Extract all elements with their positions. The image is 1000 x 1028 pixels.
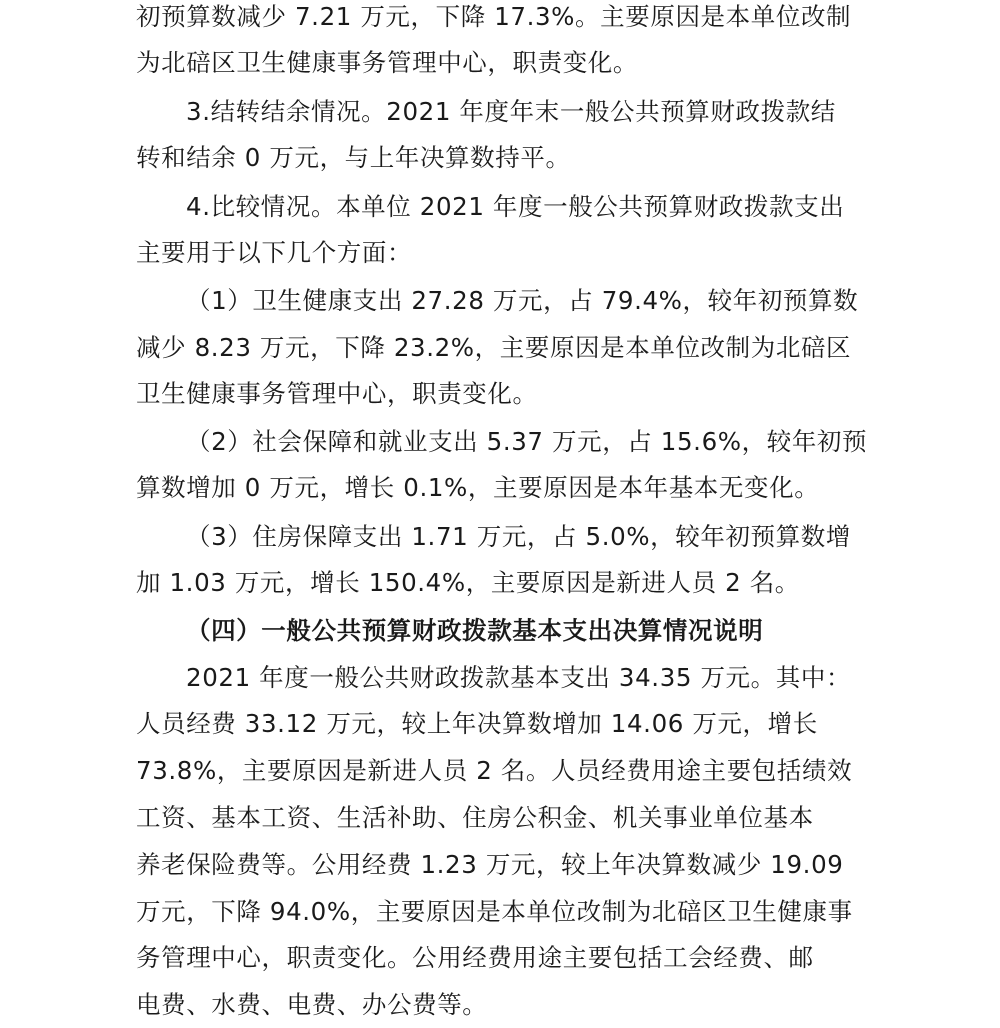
text-line-21: 务管理中心，职责变化。公用经费用途主要包括工会经费、邮 bbox=[136, 943, 814, 972]
paragraph-carryover-balance: 3.结转结余情况。2021 年度年末一般公共预算财政拨款结 bbox=[186, 97, 836, 126]
paragraph-basic-expenditure: 2021 年度一般公共财政拨款基本支出 34.35 万元。其中： bbox=[186, 663, 852, 692]
text-line-18: 工资、基本工资、生活补助、住房公积金、机关事业单位基本 bbox=[136, 803, 814, 832]
item-health-expenditure: （1）卫生健康支出 27.28 万元，占 79.4%，较年初预算数 bbox=[186, 286, 859, 315]
text-line-13: 加 1.03 万元，增长 150.4%，主要原因是新进人员 2 名。 bbox=[136, 568, 800, 597]
item-social-security-expenditure: （2）社会保障和就业支出 5.37 万元，占 15.6%，较年初预 bbox=[186, 427, 868, 456]
text-line-17: 73.8%，主要原因是新进人员 2 名。人员经费用途主要包括绩效 bbox=[136, 756, 853, 785]
text-line-8: 减少 8.23 万元，下降 23.2%，主要原因是本单位改制为北碚区 bbox=[136, 333, 852, 362]
text-line-9: 卫生健康事务管理中心，职责变化。 bbox=[136, 379, 538, 408]
text-line-22: 电费、水费、电费、办公费等。 bbox=[136, 990, 488, 1019]
text-line-6: 主要用于以下几个方面： bbox=[136, 238, 413, 267]
text-line-2: 为北碚区卫生健康事务管理中心，职责变化。 bbox=[136, 48, 638, 77]
paragraph-comparison: 4.比较情况。本单位 2021 年度一般公共预算财政拨款支出 bbox=[186, 192, 845, 221]
text-line-16: 人员经费 33.12 万元，较上年决算数增加 14.06 万元，增长 bbox=[136, 709, 818, 738]
text-line-4: 转和结余 0 万元，与上年决算数持平。 bbox=[136, 143, 571, 172]
text-line-1: 初预算数减少 7.21 万元，下降 17.3%。主要原因是本单位改制 bbox=[136, 2, 852, 31]
item-housing-expenditure: （3）住房保障支出 1.71 万元，占 5.0%，较年初预算数增 bbox=[186, 522, 851, 551]
text-line-19: 养老保险费等。公用经费 1.23 万元，较上年决算数减少 19.09 bbox=[136, 850, 844, 879]
text-line-11: 算数增加 0 万元，增长 0.1%，主要原因是本年基本无变化。 bbox=[136, 473, 820, 502]
section-heading-basic-expenditure: （四）一般公共预算财政拨款基本支出决算情况说明 bbox=[186, 616, 764, 645]
text-line-20: 万元，下降 94.0%，主要原因是本单位改制为北碚区卫生健康事 bbox=[136, 897, 853, 926]
